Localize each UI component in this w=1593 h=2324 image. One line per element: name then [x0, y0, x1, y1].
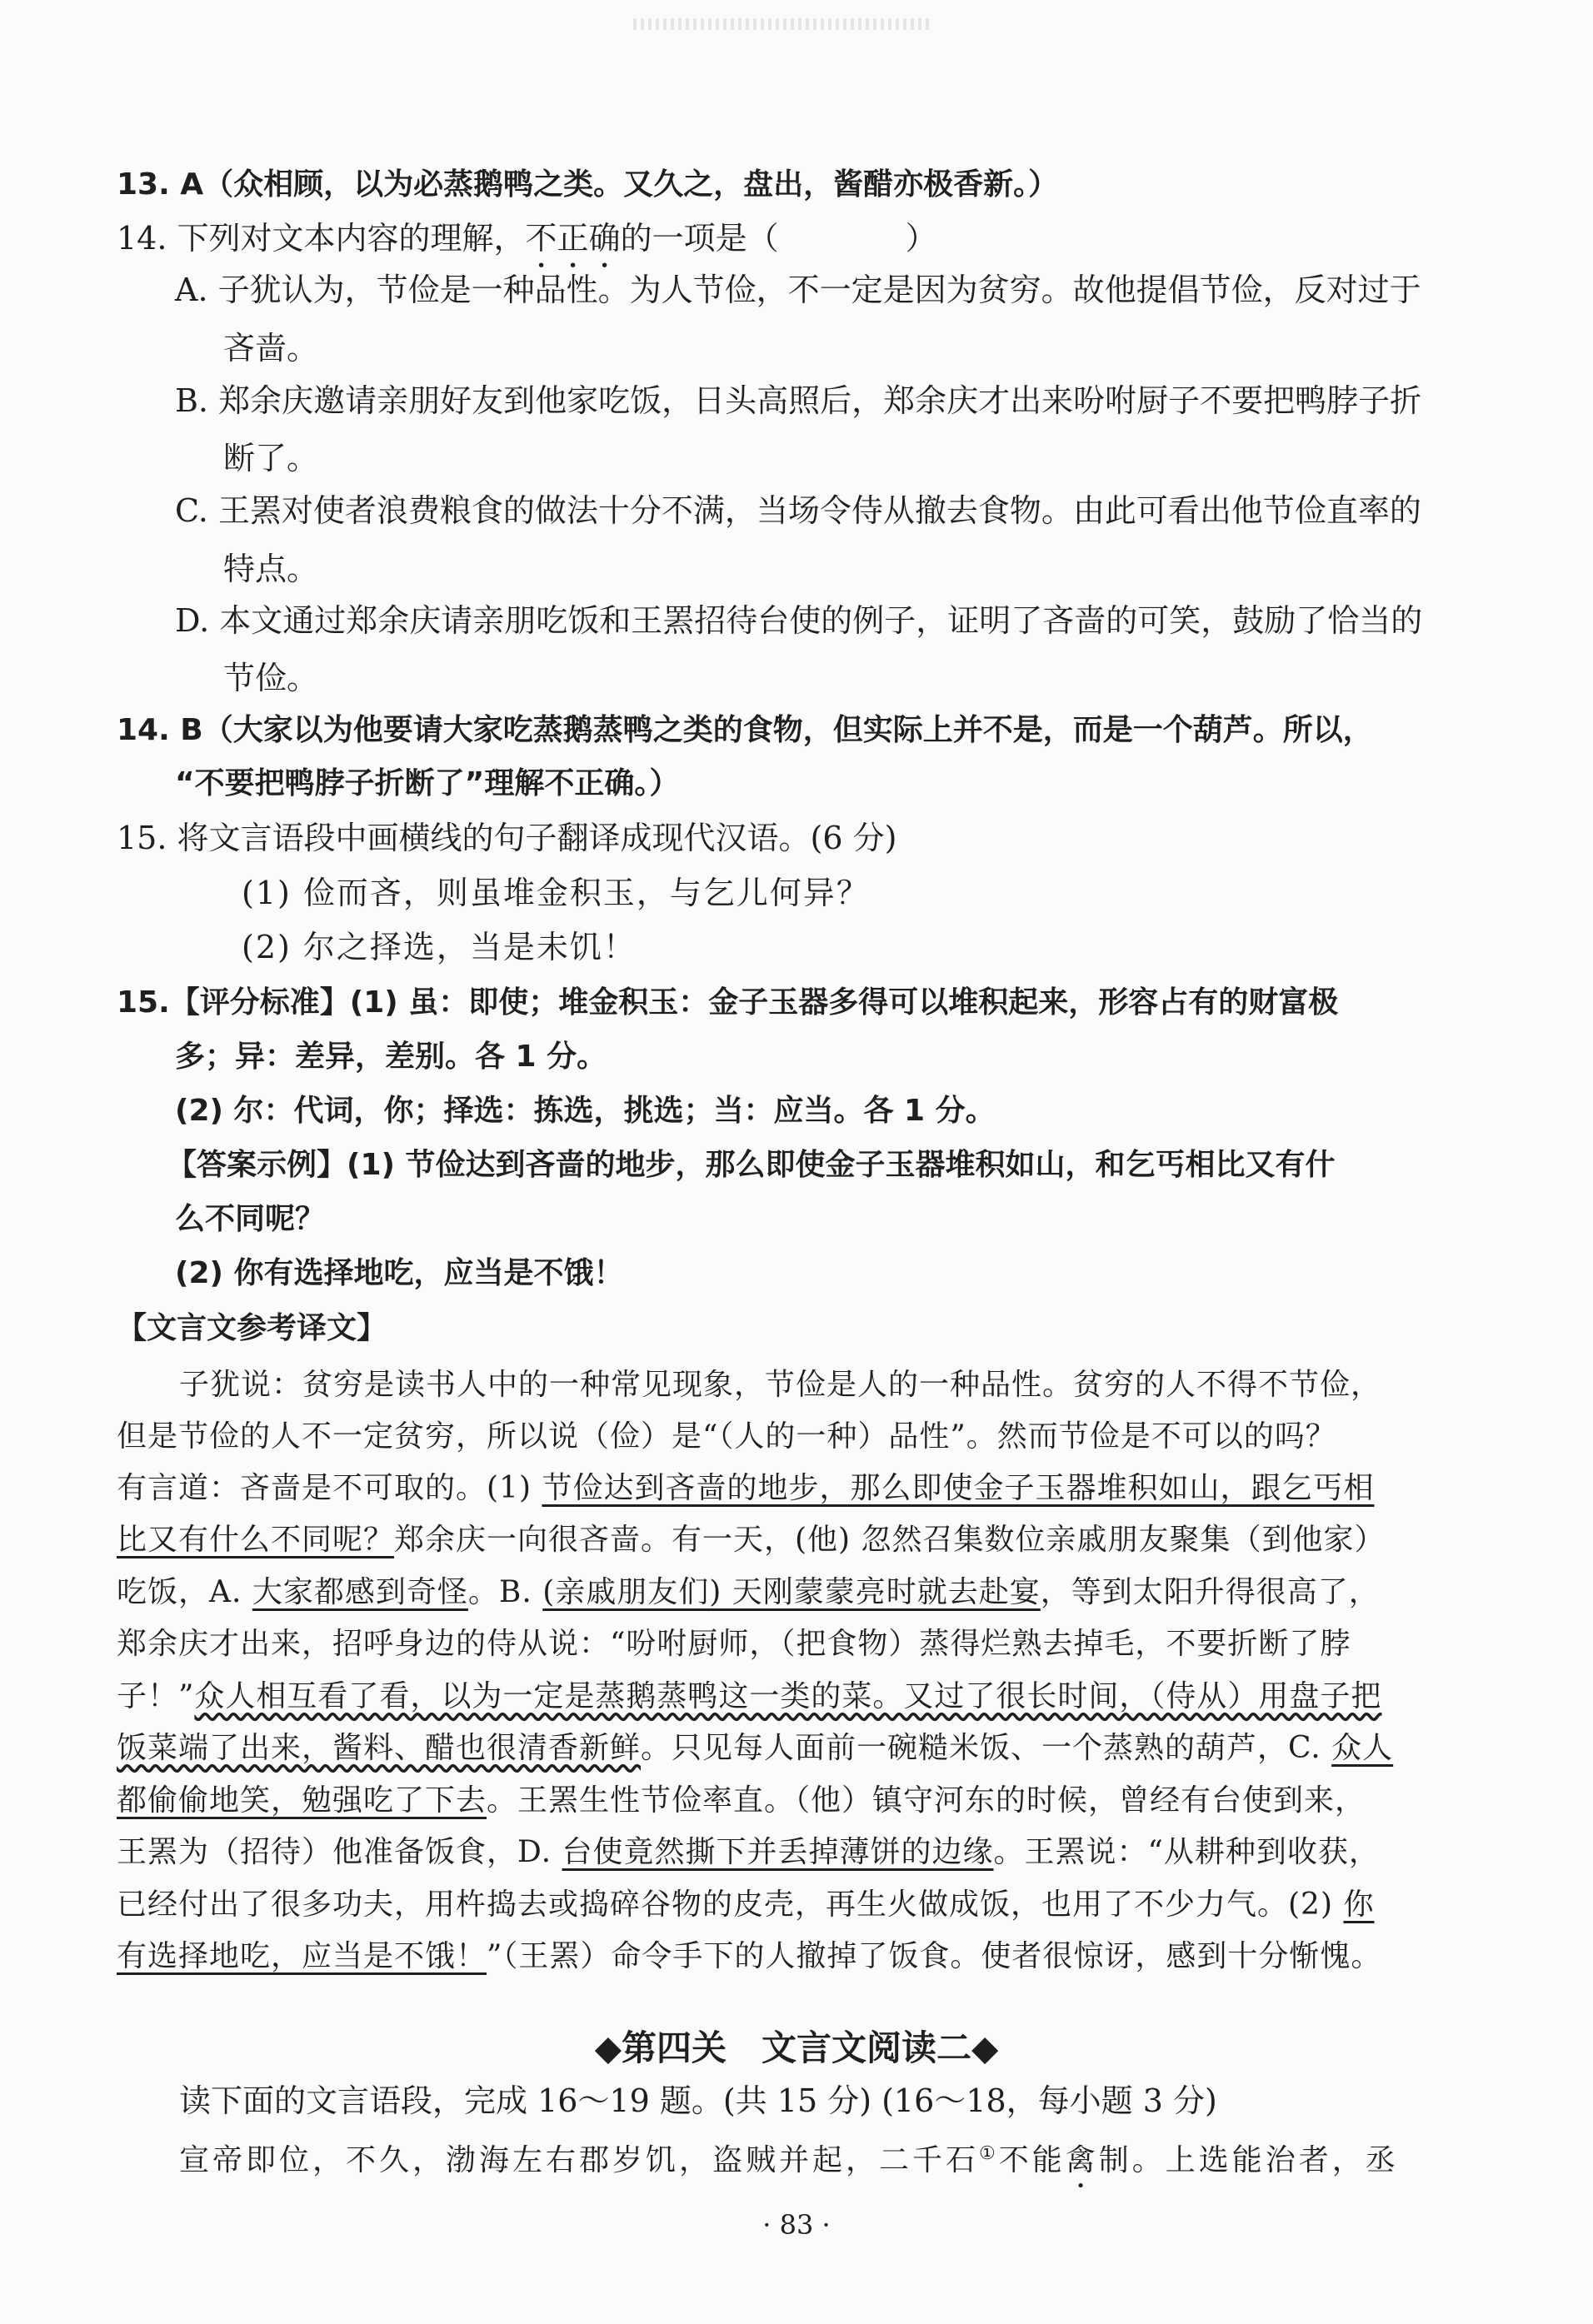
passage-first-line: 宣帝即位，不久，渤海左右郡岁饥，盗贼并起，二千石①不能禽制。上选能治者，丞 — [179, 2143, 1399, 2177]
translation-line-6: 郑余庆才出来，招呼身边的侍从说：“吩咐厨师，（把食物）蒸得烂熟去掉毛，不要折断了脖 — [117, 1627, 1351, 1661]
answer-14-line1: 14. B（大家以为他要请大家吃蒸鹅蒸鸭之类的食物，但实际上并不是，而是一个葫芦。所以， — [117, 713, 1373, 747]
question-14-stem: 14. 下列对文本内容的理解，不正确的一项是（ ） — [117, 220, 937, 257]
option-d-line1: D. 本文通过郑余庆请亲朋吃饭和王罴招待台使的例子，证明了吝啬的可笑，鼓励了恰当的 — [175, 602, 1423, 639]
question-15-sentence-1: (1) 俭而吝，则虽堆金积玉，与乞儿何异？ — [242, 875, 870, 911]
page-number: · 83 · — [762, 2209, 831, 2241]
translation-line-7: 子！”众人相互看了看，以为一定是蒸鹅蒸鸭这一类的菜。又过了很长时间，（侍从）用盘子把 — [117, 1679, 1382, 1713]
translation-line-1: 子犹说：贫穷是读书人中的一种常见现象，节俭是人的一种品性。贫穷的人不得不节俭， — [179, 1368, 1382, 1402]
option-d-line2: 节俭。 — [223, 660, 319, 696]
translation-line-8: 饭菜端了出来，酱料、醋也很清香新鲜。只见每人面前一碗糙米饭、一个蒸熟的葫芦，C. 众人 — [117, 1731, 1394, 1765]
section-heading: ◆第四关 文言文阅读二◆ — [594, 2027, 999, 2068]
answer-15-line3: (2) 尔：代词，你；择选：拣选，挑选；当：应当。各 1 分。 — [175, 1094, 996, 1128]
answer-15-line1: 15.【评分标准】(1) 虽：即使；堆金积玉：金子玉器多得可以堆积起来，形容占有的财富极 — [117, 985, 1339, 1020]
answer-15-line5: 么不同呢？ — [175, 1202, 326, 1236]
option-c-line1: C. 王罴对使者浪费粮食的做法十分不满，当场令侍从撤去食物。由此可看出他节俭直率的 — [175, 492, 1421, 529]
translation-line-10: 王罴为（招待）他准备饭食，D. 台使竟然撕下并丢掉薄饼的边缘。王罴说：“从耕种到收获， — [117, 1835, 1380, 1869]
question-15-sentence-2: (2) 尔之择选，当是未饥！ — [242, 929, 637, 965]
emphasized-text: 不正确 — [525, 220, 621, 257]
answer-15-line6: (2) 你有选择地吃，应当是不饿！ — [175, 1256, 624, 1290]
option-a-line2: 吝啬。 — [223, 330, 319, 367]
option-c-line2: 特点。 — [223, 551, 319, 587]
top-decoration — [633, 18, 933, 30]
translation-line-4: 比又有什么不同呢？郑余庆一向很吝啬。有一天，(他) 忽然召集数位亲戚朋友聚集（到他家） — [117, 1523, 1386, 1557]
translation-line-9: 都偷偷地笑，勉强吃了下去。王罴生性节俭率直。（他）镇守河东的时候，曾经有台使到来， — [117, 1783, 1366, 1818]
translation-line-5: 吃饭，A. 大家都感到奇怪。B. (亲戚朋友们) 天刚蒙蒙亮时就去赴宴，等到太阳升得很高了， — [117, 1575, 1380, 1609]
answer-15-line4: 【答案示例】(1) 节俭达到吝啬的地步，那么即使金子玉器堆积如山，和乞丐相比又有什 — [167, 1148, 1336, 1182]
answer-15-line2: 多；异：差异，差别。各 1 分。 — [175, 1040, 607, 1074]
question-15-stem: 15. 将文言语段中画横线的句子翻译成现代汉语。(6 分) — [117, 820, 897, 856]
option-b-line2: 断了。 — [223, 440, 319, 476]
option-a-line1: A. 子犹认为，节俭是一种品性。为人节俭，不一定是因为贫穷。故他提倡节俭，反对过于 — [175, 272, 1421, 308]
translation-title: 【文言文参考译文】 — [117, 1311, 387, 1345]
translation-line-2: 但是节俭的人不一定贫穷，所以说（俭）是“（人的一种）品性”。然而节俭是不可以的吗？ — [117, 1419, 1336, 1454]
answer-14-line2: “不要把鸭脖子折断了”理解不正确。） — [175, 766, 680, 800]
translation-line-11: 已经付出了很多功夫，用杵捣去或捣碎谷物的皮壳，再生火做成饭，也用了不少力气。(2) 你 — [117, 1888, 1375, 1922]
section-intro: 读下面的文言语段，完成 16～19 题。(共 15 分) (16～18，每小题 3 分) — [179, 2082, 1217, 2119]
translation-line-12: 有选择地吃，应当是不饿！”（王罴）命令手下的人撤掉了饭食。使者很惊讶，感到十分惭愧。 — [117, 1939, 1382, 1973]
translation-line-3: 有言道：吝啬是不可取的。(1) 节俭达到吝啬的地步，那么即使金子玉器堆积如山，跟乞丐相 — [117, 1471, 1375, 1505]
option-b-line1: B. 郑余庆邀请亲朋好友到他家吃饭，日头高照后，郑余庆才出来吩咐厨子不要把鸭脖子折 — [175, 382, 1422, 419]
answer-13: 13. A（众相顾，以为必蒸鹅鸭之类。又久之，盘出，酱醋亦极香新。） — [117, 167, 1059, 202]
